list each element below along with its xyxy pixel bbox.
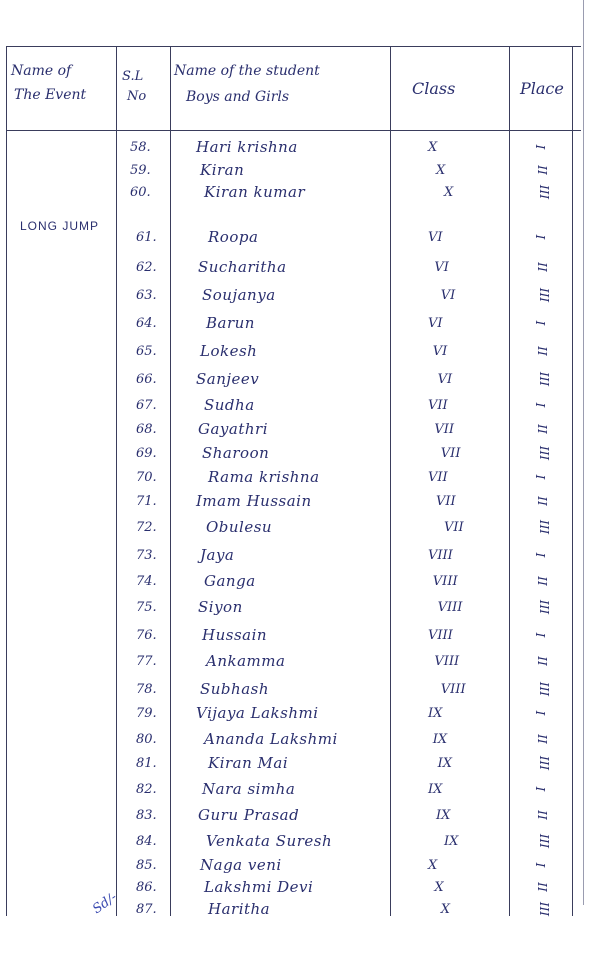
student-name: Kiran kumar: [204, 183, 306, 201]
sl-number: 64.: [136, 316, 157, 331]
sl-number: 85.: [136, 858, 157, 873]
sl-number: 61.: [136, 230, 157, 245]
class-value: VIII: [432, 574, 458, 589]
sl-number: 82.: [136, 782, 157, 797]
class-value: IX: [437, 756, 452, 771]
column-divider-3: [390, 46, 391, 916]
place-value: III: [538, 287, 552, 303]
student-name: Kiran: [200, 161, 245, 179]
sl-number: 66.: [136, 372, 157, 387]
sl-number: 65.: [136, 344, 157, 359]
student-name: Venkata Suresh: [206, 832, 333, 850]
place-value: III: [538, 681, 552, 697]
class-value: X: [434, 880, 444, 895]
sl-number: 81.: [136, 756, 157, 771]
page-edge: [583, 0, 584, 905]
student-name: Hari krishna: [196, 138, 298, 156]
student-name: Ankamma: [206, 652, 286, 670]
sl-number: 70.: [136, 470, 157, 485]
student-name: Soujanya: [202, 286, 276, 304]
student-name: Siyon: [198, 598, 243, 616]
place-value: II: [536, 346, 550, 356]
place-value: II: [536, 656, 550, 666]
place-value: II: [536, 576, 550, 586]
place-value: I: [534, 862, 548, 868]
class-value: IX: [428, 706, 443, 721]
class-value: X: [428, 858, 438, 873]
student-name: Jaya: [200, 546, 235, 564]
sl-number: 59.: [130, 163, 151, 178]
student-name: Kiran Mai: [208, 754, 289, 772]
class-value: VI: [432, 344, 448, 359]
class-value: VII: [434, 422, 455, 437]
event-name: LONG JUMP: [20, 219, 100, 233]
class-value: VI: [440, 288, 456, 303]
place-value: III: [538, 184, 552, 200]
sl-number: 77.: [136, 654, 157, 669]
place-value: III: [538, 755, 552, 771]
sl-number: 84.: [136, 834, 157, 849]
place-value: III: [538, 901, 552, 917]
place-value: III: [538, 599, 552, 615]
student-name: Gayathri: [198, 420, 268, 438]
class-value: VII: [440, 446, 461, 461]
student-name: Barun: [206, 314, 255, 332]
place-value: II: [536, 882, 550, 892]
header-sl-line1: S.L: [122, 69, 144, 84]
left-border: [6, 46, 7, 916]
place-value: I: [534, 786, 548, 792]
place-value: II: [536, 810, 550, 820]
student-name: Guru Prasad: [198, 806, 300, 824]
sl-number: 60.: [130, 185, 151, 200]
sl-number: 72.: [136, 520, 157, 535]
sl-number: 69.: [136, 446, 157, 461]
sl-number: 68.: [136, 422, 157, 437]
place-value: I: [534, 320, 548, 326]
place-value: II: [536, 424, 550, 434]
class-value: X: [436, 163, 446, 178]
sl-number: 63.: [136, 288, 157, 303]
header-sl-line2: No: [127, 89, 147, 104]
student-name: Sharoon: [202, 444, 270, 462]
student-name: Hussain: [202, 626, 268, 644]
student-name: Sudha: [204, 396, 255, 414]
top-border: [6, 46, 581, 47]
class-value: X: [440, 902, 451, 917]
class-value: VII: [444, 520, 464, 535]
class-value: VII: [436, 494, 456, 509]
sl-number: 83.: [136, 808, 157, 823]
place-value: I: [534, 710, 548, 716]
class-value: IX: [432, 732, 448, 747]
place-value: I: [534, 632, 548, 638]
student-name: Haritha: [208, 900, 271, 918]
column-divider-4: [509, 46, 510, 916]
sl-number: 62.: [136, 260, 157, 275]
student-name: Vijaya Lakshmi: [196, 704, 319, 722]
header-name-line1: Name of the student: [174, 63, 320, 79]
place-value: II: [536, 165, 550, 175]
place-value: III: [538, 519, 552, 535]
signature: Sd/-: [90, 889, 120, 918]
place-value: II: [536, 262, 550, 272]
student-name: Sanjeev: [196, 370, 260, 388]
sl-number: 78.: [136, 682, 157, 697]
header-name-line2: Boys and Girls: [186, 89, 290, 105]
place-value: III: [538, 445, 552, 461]
class-value: IX: [428, 782, 443, 797]
place-value: I: [534, 474, 548, 480]
place-value: I: [534, 234, 548, 240]
student-name: Lokesh: [200, 342, 258, 360]
class-value: VI: [437, 372, 453, 387]
class-value: VIII: [440, 682, 466, 697]
class-value: X: [444, 185, 454, 200]
student-name: Roopa: [208, 228, 259, 246]
student-name: Naga veni: [200, 856, 282, 874]
student-name: Imam Hussain: [196, 492, 312, 510]
student-name: Sucharitha: [198, 258, 287, 276]
sl-number: 86.: [136, 880, 157, 895]
sl-number: 71.: [136, 494, 157, 509]
student-name: Obulesu: [206, 518, 273, 536]
student-name: Nara simha: [202, 780, 296, 798]
class-value: VIII: [434, 654, 460, 669]
sl-number: 67.: [136, 398, 157, 413]
place-value: III: [538, 371, 552, 387]
column-divider-2: [170, 46, 171, 916]
class-value: VIII: [428, 548, 453, 563]
student-name: Ananda Lakshmi: [204, 730, 338, 748]
student-name: Ganga: [204, 572, 256, 590]
sl-number: 80.: [136, 732, 157, 747]
header-event-line2: The Event: [14, 87, 87, 103]
sl-number: 79.: [136, 706, 157, 721]
sl-number: 73.: [136, 548, 157, 563]
class-value: VIII: [437, 600, 463, 615]
class-value: VI: [434, 260, 449, 275]
student-name: Rama krishna: [208, 468, 320, 486]
place-value: III: [538, 833, 552, 849]
column-divider-1: [116, 46, 117, 916]
header-divider: [6, 130, 581, 131]
place-value: I: [534, 144, 548, 150]
class-value: VIII: [428, 628, 453, 643]
class-value: VI: [428, 230, 443, 245]
student-name: Lakshmi Devi: [204, 878, 314, 896]
sl-number: 87.: [136, 902, 157, 917]
place-value: II: [536, 734, 550, 744]
student-name: Subhash: [200, 680, 270, 698]
header-class: Class: [412, 79, 456, 98]
class-value: VI: [428, 316, 443, 331]
sl-number: 75.: [136, 600, 157, 615]
sl-number: 76.: [136, 628, 157, 643]
class-value: VII: [428, 470, 448, 485]
header-event-line1: Name of: [11, 63, 72, 79]
class-value: IX: [436, 808, 451, 823]
place-value: I: [534, 402, 548, 408]
place-value: I: [534, 552, 548, 558]
header-place: Place: [520, 79, 564, 98]
right-border: [572, 46, 573, 916]
class-value: X: [428, 140, 438, 155]
class-value: VII: [428, 398, 448, 413]
place-value: II: [536, 496, 550, 506]
sl-number: 58.: [130, 140, 151, 155]
sl-number: 74.: [136, 574, 157, 589]
class-value: IX: [444, 834, 459, 849]
